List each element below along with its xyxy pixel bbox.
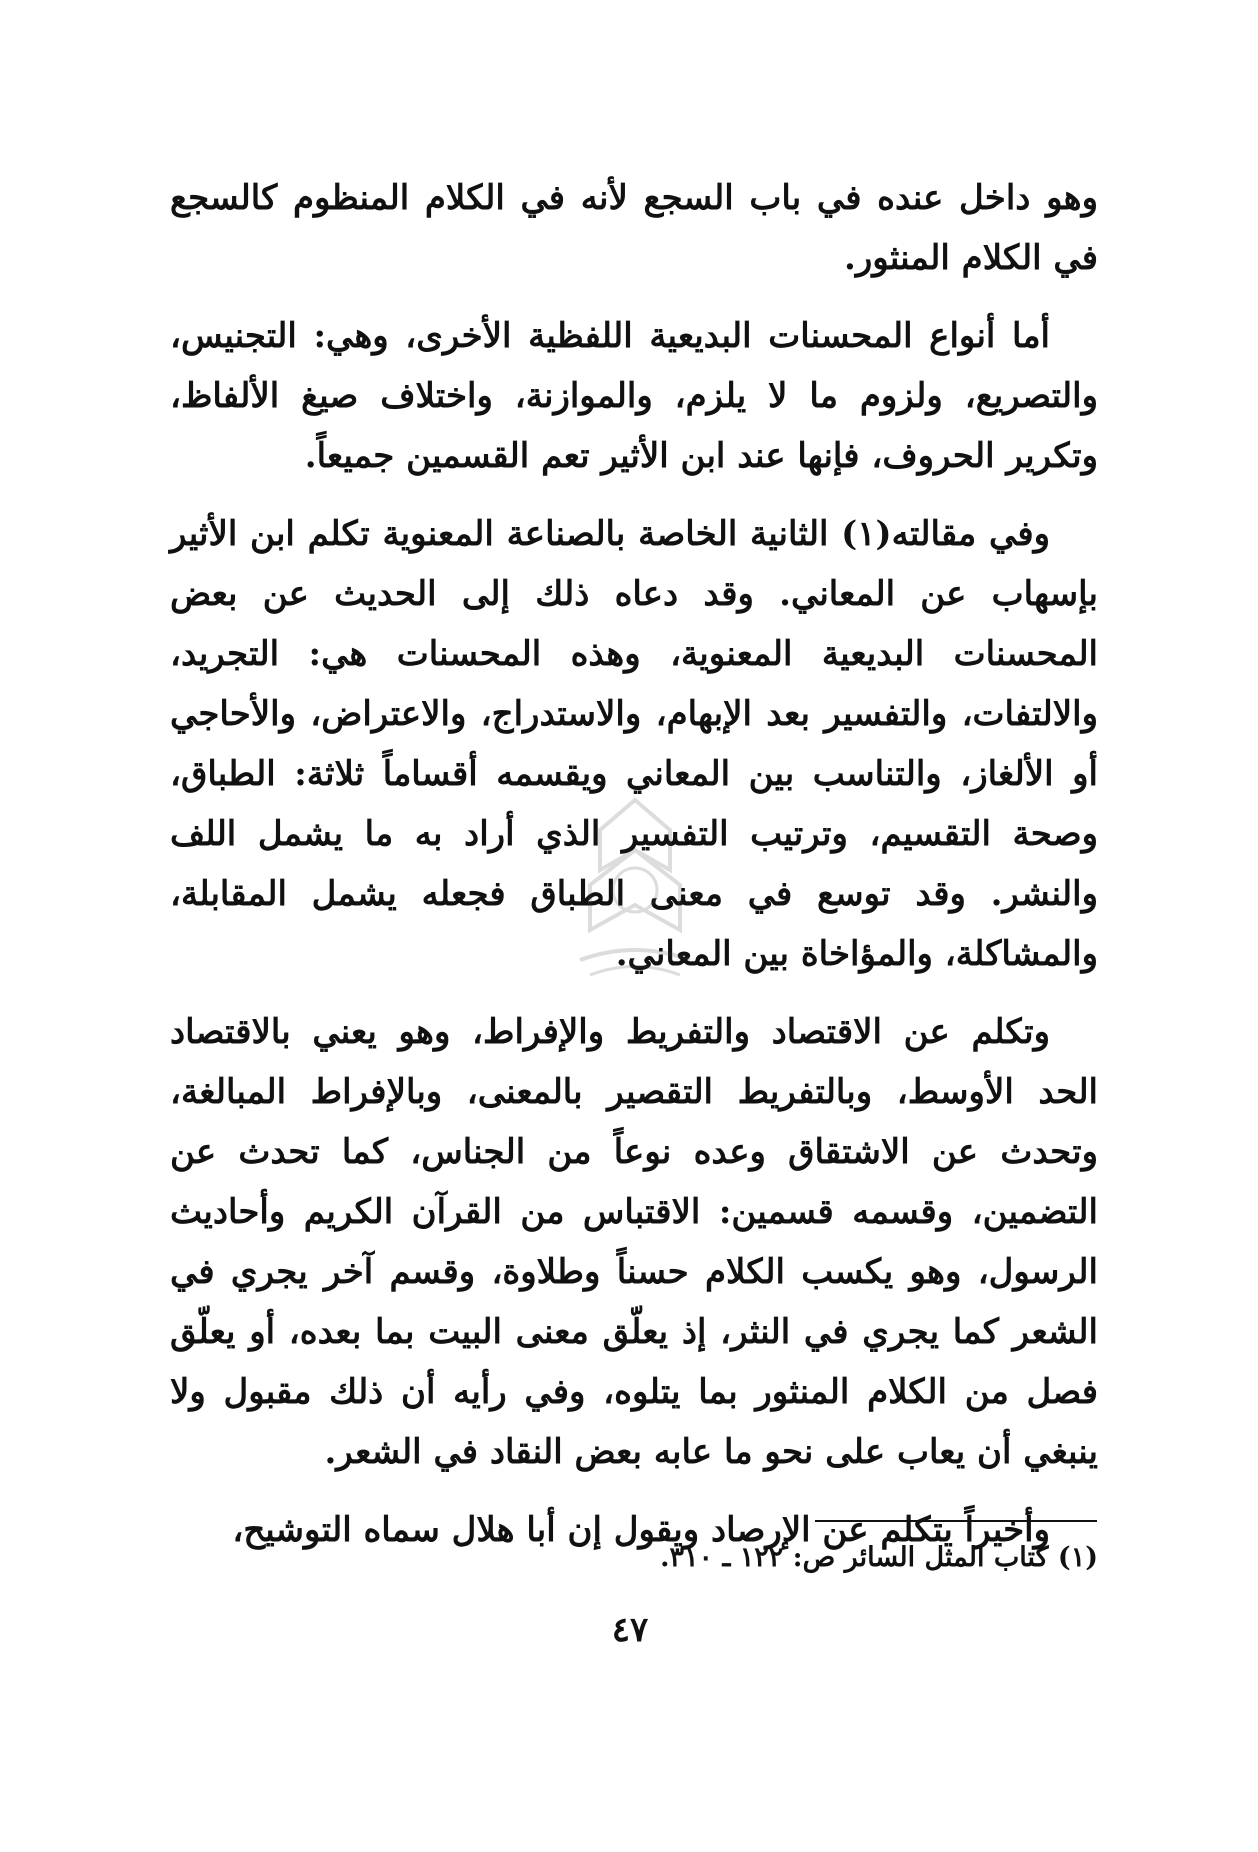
paragraph-3: وفي مقالته(١) الثانية الخاصة بالصناعة المعنوية تكلم ابن الأثير بإسهاب عن المعاني. وقد دعاه ذلك إلى الحديث عن بعض المحسنات البديعية المعنوية، وهذه المحسنات هي: التجريد، والالتفات، والتفسير بعد الإبهام، والاستدراج، والاعتراض، والأحاجي أو الألغاز، والتناسب بين المعاني ويقسمه أقساماً ثلاثة: الطباق، وصحة التقسيم، وترتيب التفسير الذي أراد به ما يشمل اللف والنشر. وقد توسع في معنى الطباق فجعله يشمل المقابلة، والمشاكلة، والمؤاخاة بين المعاني. [170,514,1098,974]
footnote-divider [815,1520,1097,1522]
footnote: (١) كتاب المثل السائر ص: ١٢٢ ـ ٣١٠. [660,1542,1098,1573]
paragraph-1: وهو داخل عنده في باب السجع لأنه في الكلام المنظوم كالسجع في الكلام المنثور. [170,178,1098,278]
paragraph-2: أما أنواع المحسنات البديعية اللفظية الأخرى، وهي: التجنيس، والتصريع، ولزوم ما لا يلزم، والموازنة، واختلاف صيغ الألفاظ، وتكرير الحروف، فإنها عند ابن الأثير تعم القسمين جميعاً. [170,316,1098,476]
paragraph-4: وتكلم عن الاقتصاد والتفريط والإفراط، وهو يعني بالاقتصاد الحد الأوسط، وبالتفريط التقصير بالمعنى، وبالإفراط المبالغة، وتحدث عن الاشتقاق وعده نوعاً من الجناس، كما تحدث عن التضمين، وقسمه قسمين: الاقتباس من القرآن الكريم وأحاديث الرسول، وهو يكسب الكلام حسناً وطلاوة، وقسم آخر يجري في الشعر كما يجري في النثر، إذ يعلّق معنى البيت بما بعده، أو يعلّق فصل من الكلام المنثور بما يتلوه، وفي رأيه أن ذلك مقبول ولا ينبغي أن يعاب على نحو ما عابه بعض النقاد في الشعر. [170,1012,1098,1472]
paragraph-5: وأخيراً يتكلم عن الإرصاد ويقول إن أبا هلال سماه التوشيح، [232,1510,1050,1550]
library-seal-watermark-icon [560,790,710,990]
page-number: ٤٧ [611,1610,649,1650]
